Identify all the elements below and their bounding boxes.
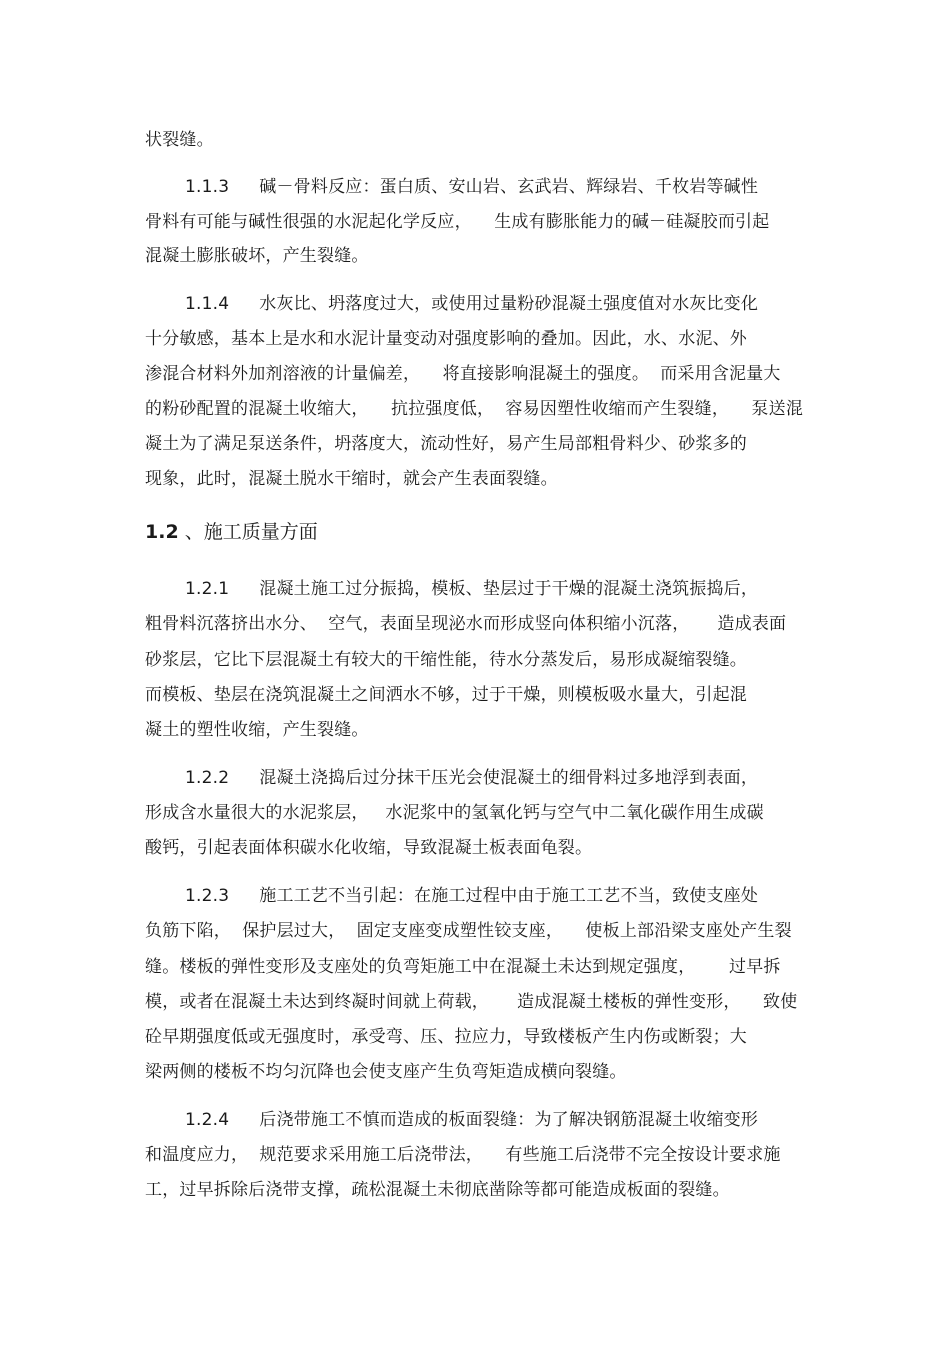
text-line: 状裂缝。 (145, 130, 214, 150)
text-span: 施工工艺不当引起：在施工过程中由于施工工艺不当，致使支座处 (259, 886, 759, 906)
text-span: 碱－骨料反应：蛋白质、安山岩、玄武岩、辉绿岩、千枚岩等碱性 (259, 177, 759, 197)
section-number: 1.2.1 (185, 579, 230, 599)
text-span: 混凝土施工过分振捣，模板、垫层过于干燥的混凝土浇筑振捣后， (259, 579, 759, 599)
text-line: 酸钙，引起表面体积碳水化收缩，导致混凝土板表面龟裂。 (145, 838, 593, 858)
text-line: 的粉砂配置的混凝土收缩大， 抗拉强度低， 容易因塑性收缩而产生裂缝， 泵送混 (145, 399, 804, 419)
section-number: 1.2.4 (185, 1110, 230, 1130)
section-number: 1.2.2 (185, 768, 230, 788)
text-line: 十分敏感，基本上是水和水泥计量变动对强度影响的叠加。因此，水、水泥、外 (145, 329, 747, 349)
text-line: 混凝土膨胀破坏，产生裂缝。 (145, 246, 369, 266)
paragraph-1-2-2-first-line (185, 768, 758, 788)
text-line: 缝。楼板的弹性变形及支座处的负弯矩施工中在混凝土未达到规定强度， 过早拆 (145, 957, 781, 977)
text-line: 砼早期强度低或无强度时，承受弯、压、拉应力，导致楼板产生内伤或断裂；大 (145, 1027, 747, 1047)
text-line: 现象，此时，混凝土脱水干缩时，就会产生表面裂缝。 (145, 469, 558, 489)
text-line: 而模板、垫层在浇筑混凝土之间洒水不够，过于干燥，则模板吸水量大，引起混 (145, 685, 747, 705)
text-span: 后浇带施工不慎而造成的板面裂缝：为了解决钢筋混凝土收缩变形 (259, 1110, 759, 1130)
paragraph-1-1-4-first-line (185, 294, 758, 314)
text-span: 混凝土浇捣后过分抹干压光会使混凝土的细骨料过多地浮到表面， (259, 768, 759, 788)
paragraph-1-2-3-first-line (185, 886, 758, 906)
heading-text: 、施工质量方面 (178, 521, 318, 543)
text-line: 渗混合材料外加剂溶液的计量偏差， 将直接影响混凝土的强度。 而采用含泥量大 (145, 364, 781, 384)
text-line: 形成含水量很大的水泥浆层， 水泥浆中的氢氧化钙与空气中二氧化碳作用生成碳 (145, 803, 764, 823)
text-line: 梁两侧的楼板不均匀沉降也会使支座产生负弯矩造成横向裂缝。 (145, 1062, 627, 1082)
paragraph-1-2-4-first-line (185, 1110, 758, 1130)
paragraph-1-2-1-first-line (185, 579, 758, 599)
text-span: 水灰比、坍落度过大，或使用过量粉砂混凝土强度值对水灰比变化 (259, 294, 759, 314)
text-line: 和温度应力， 规范要求采用施工后浇带法， 有些施工后浇带不完全按设计要求施 (145, 1145, 781, 1165)
section-number: 1.1.4 (185, 294, 230, 314)
section-number: 1.2.3 (185, 886, 230, 906)
text-line: 凝土的塑性收缩，产生裂缝。 (145, 720, 369, 740)
text-line: 骨料有可能与碱性很强的水泥起化学反应， 生成有膨胀能力的碱－硅凝胶而引起 (145, 212, 770, 232)
text-line: 模，或者在混凝土未达到终凝时间就上荷载， 造成混凝土楼板的弹性变形， 致使 (145, 992, 798, 1012)
text-line: 工，过早拆除后浇带支撑，疏松混凝土未彻底凿除等都可能造成板面的裂缝。 (145, 1180, 730, 1200)
text-line: 凝土为了满足泵送条件，坍落度大，流动性好，易产生局部粗骨料少、砂浆多的 (145, 434, 747, 454)
section-number: 1.1.3 (185, 177, 230, 197)
text-line: 负筋下陷， 保护层过大， 固定支座变成塑性铰支座， 使板上部沿梁支座处产生裂 (145, 921, 792, 941)
paragraph-1-1-3-first-line (185, 177, 758, 197)
text-line: 砂浆层，它比下层混凝土有较大的干缩性能，待水分蒸发后，易形成凝缩裂缝。 (145, 650, 747, 670)
heading-number: 1.2 (145, 521, 179, 543)
section-heading-1-2 (145, 521, 318, 543)
text-line: 粗骨料沉落挤出水分、 空气，表面呈现泌水而形成竖向体积缩小沉落， 造成表面 (145, 614, 787, 634)
